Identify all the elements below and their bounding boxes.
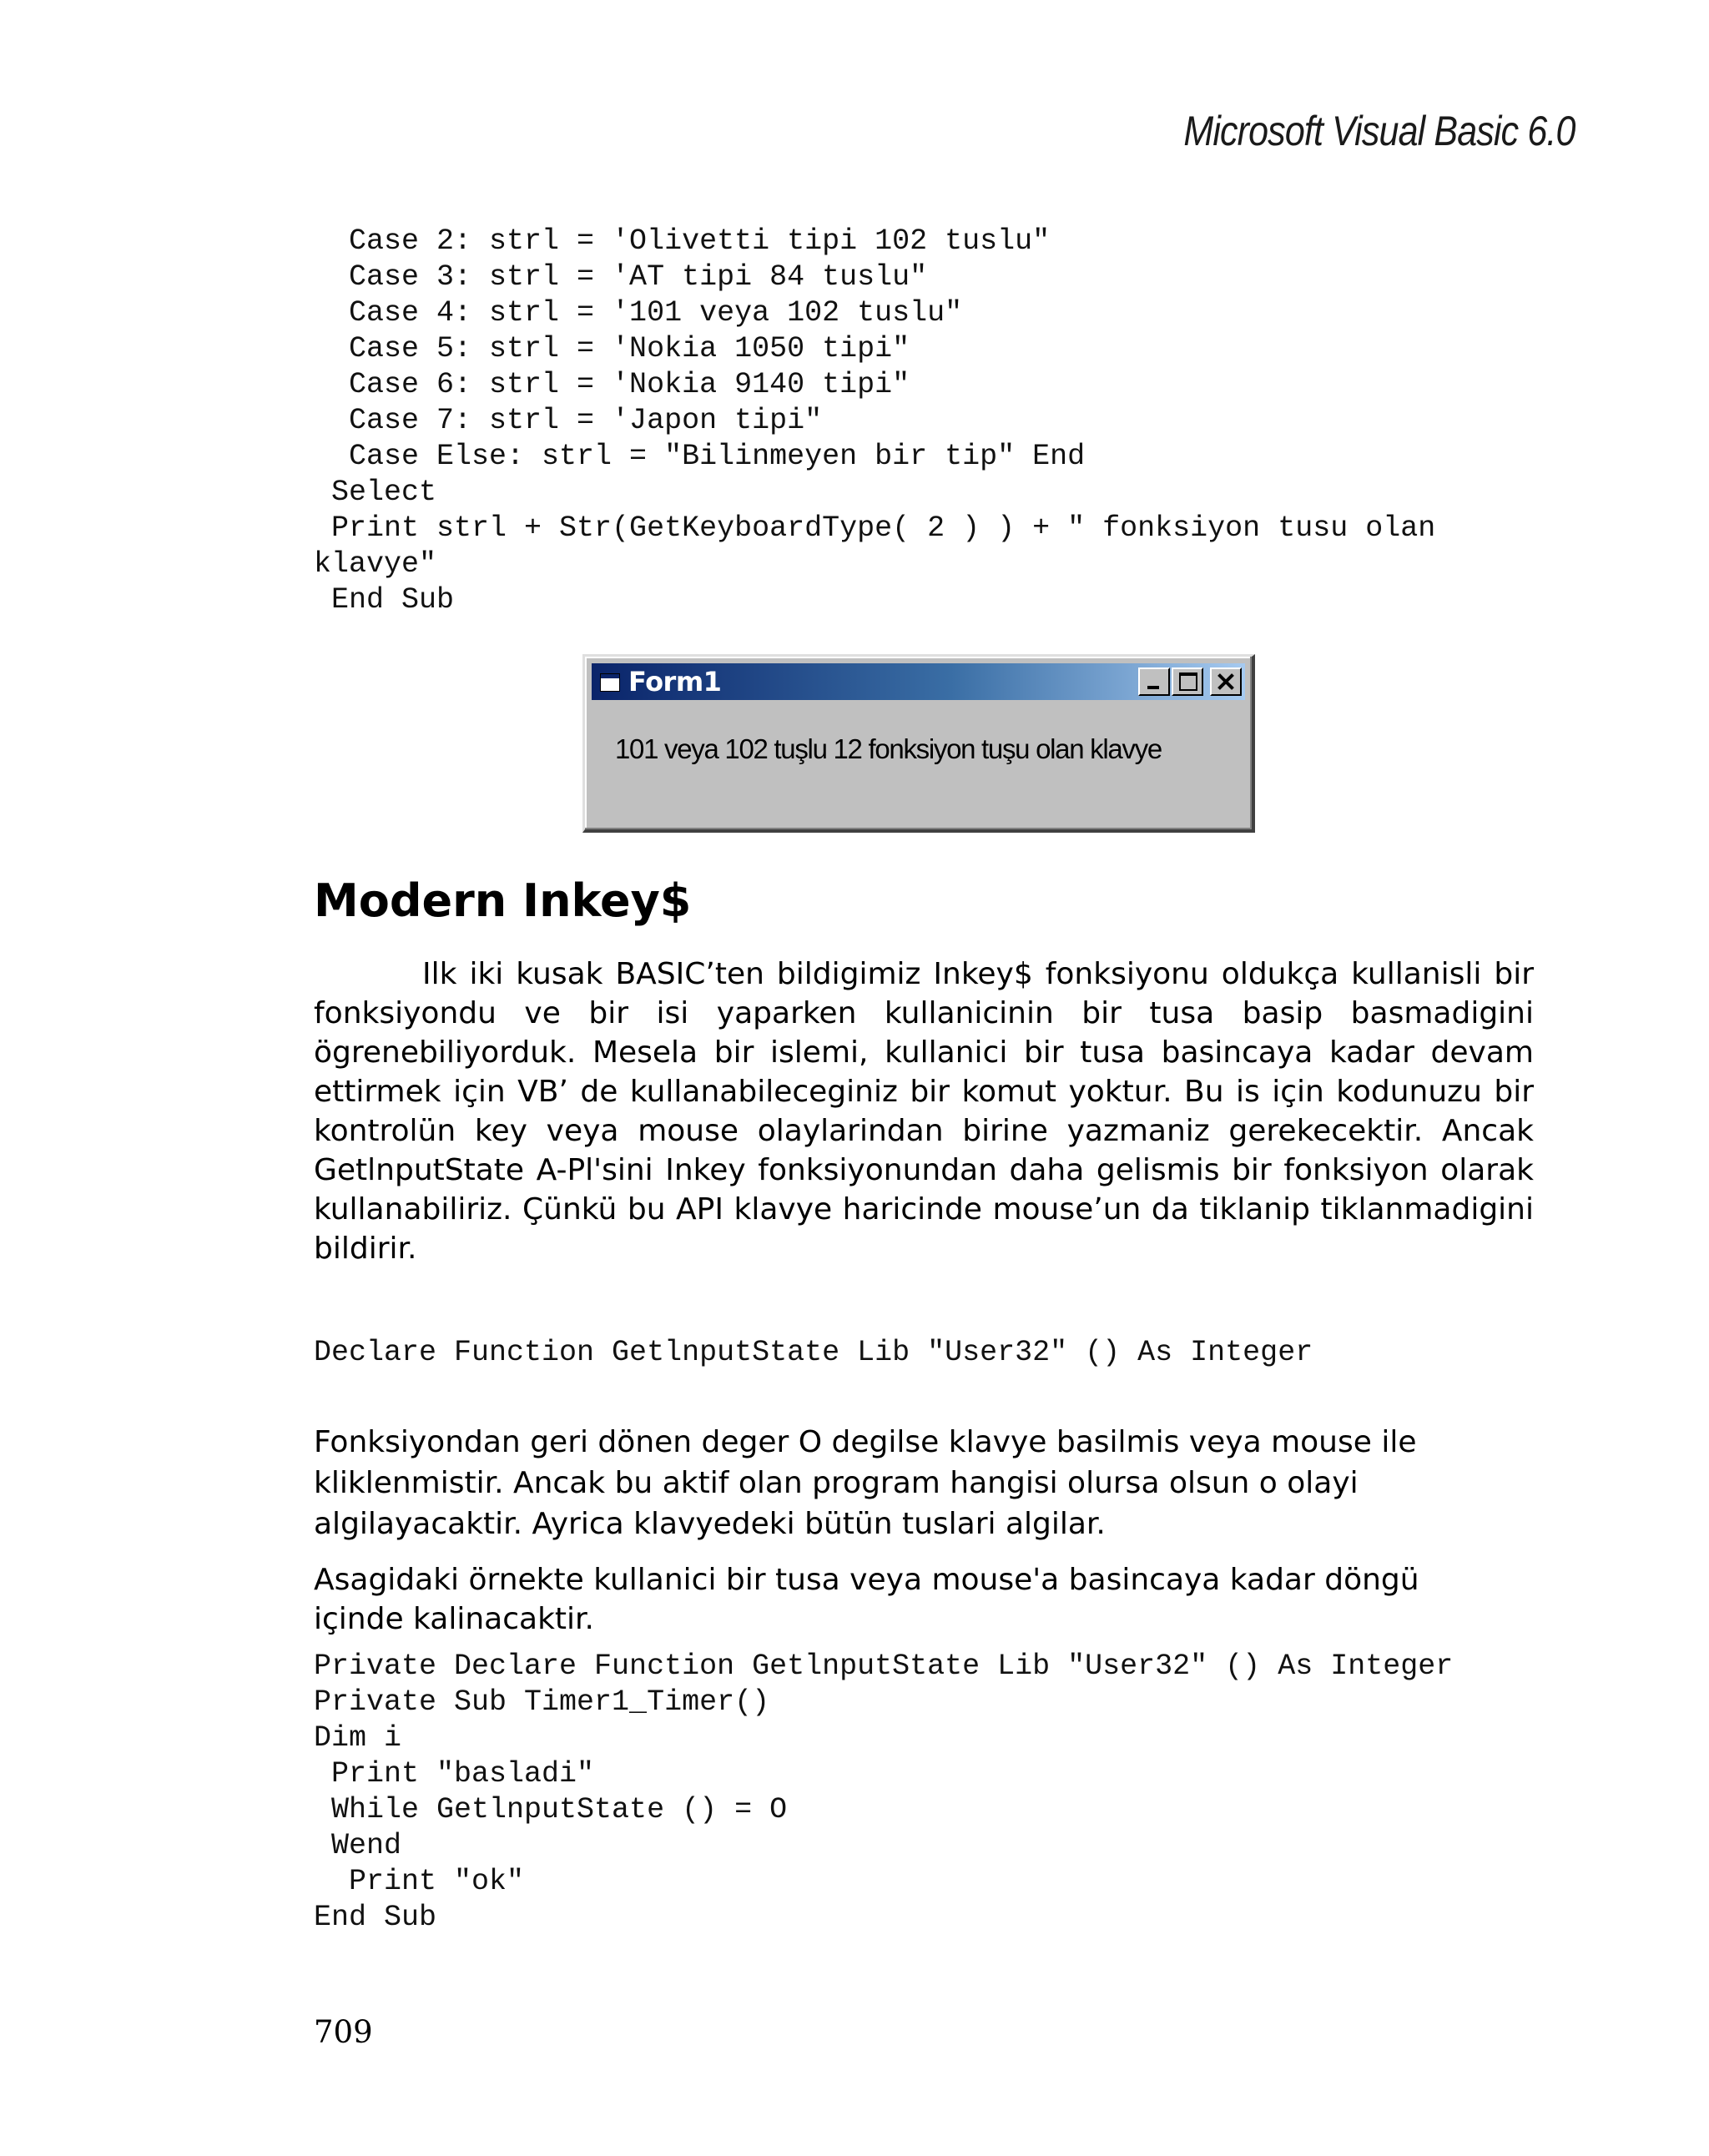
form-output-label: 101 veya 102 tuşlu 12 fonksiyon tuşu olan klavye [615,733,1162,764]
code-block-select-case: Case 2: strl = 'Olivetti tipi 102 tuslu" Case 3: strl = 'AT tipi 84 tuslu" Case 4: strl = '101 veya 102 tuslu" Case 5: strl = 'Nokia 1050 tipi" Case 6: strl = 'Nokia 9140 tipi" Case 7: strl = 'Japon tipi" Case Else: strl = "Bilinmeyen bir tip" End Select Print strl + Str(GetKeyboardType( 2 ) ) + " fonksiyon tusu olan klavye" End Sub [314,224,1436,617]
window-titlebar [592,663,1245,700]
close-icon[interactable] [1210,667,1242,696]
window-controls [1138,667,1242,696]
maximize-icon[interactable] [1172,667,1203,696]
form1-window-screenshot [582,654,1255,833]
window-title: Form1 [628,666,722,698]
running-header: Microsoft Visual Basic 6.0 [1183,108,1575,154]
code-declare-line: Declare Function GetlnputState Lib "User32" () As Integer [314,1336,1313,1369]
page-number: 709 [314,2014,373,2050]
form-icon [598,672,620,692]
body-paragraph-return-value: Fonksiyondan geri dönen deger O degilse klavye basilmis veya mouse ile kliklenmistir. Ancak bu aktif olan program hangisi olursa olsun o olayi algilayacaktir. Ayrica klavyedeki bütün tuslari algilar. [314,1425,1417,1541]
minimize-icon[interactable] [1138,667,1170,696]
section-heading: Modern Inkey$ [314,874,692,927]
body-paragraph-example-intro: Asagidaki örnekte kullanici bir tusa veya mouse'a basincaya kadar döngü içinde kalinacaktir. [314,1563,1419,1636]
body-paragraph-intro: Ilk iki kusak BASIC’ten bildigimiz Inkey$ fonksiyonu oldukça kullanisli bir fonksiyondu ve bir isi yaparken kullanicinin bir tusa basip basmadigini ögrenebiliyorduk. Mesela bir islemi, kullanici bir tusa basincaya kadar devam ettirmek için VB’ de kullanabileceginiz bir komut yoktur. Bu is için kodunuzu bir kontrolün key veya mouse olaylarindan birine yazmaniz gerekecektir. Ancak GetlnputState A-Pl'sini Inkey fonksiyonundan daha gelismis bir fonksiyon olarak kullanabiliriz. Çünkü bu API klavye haricinde mouse’un da tiklanip tiklanmadigini bildirir. [314,957,1534,1266]
code-block-timer-example: Private Declare Function GetlnputState Lib "User32" () As Integer Private Sub Timer1_Timer() Dim i Print "basladi" While GetlnputState () = O Wend Print "ok" End Sub [314,1650,1454,1934]
